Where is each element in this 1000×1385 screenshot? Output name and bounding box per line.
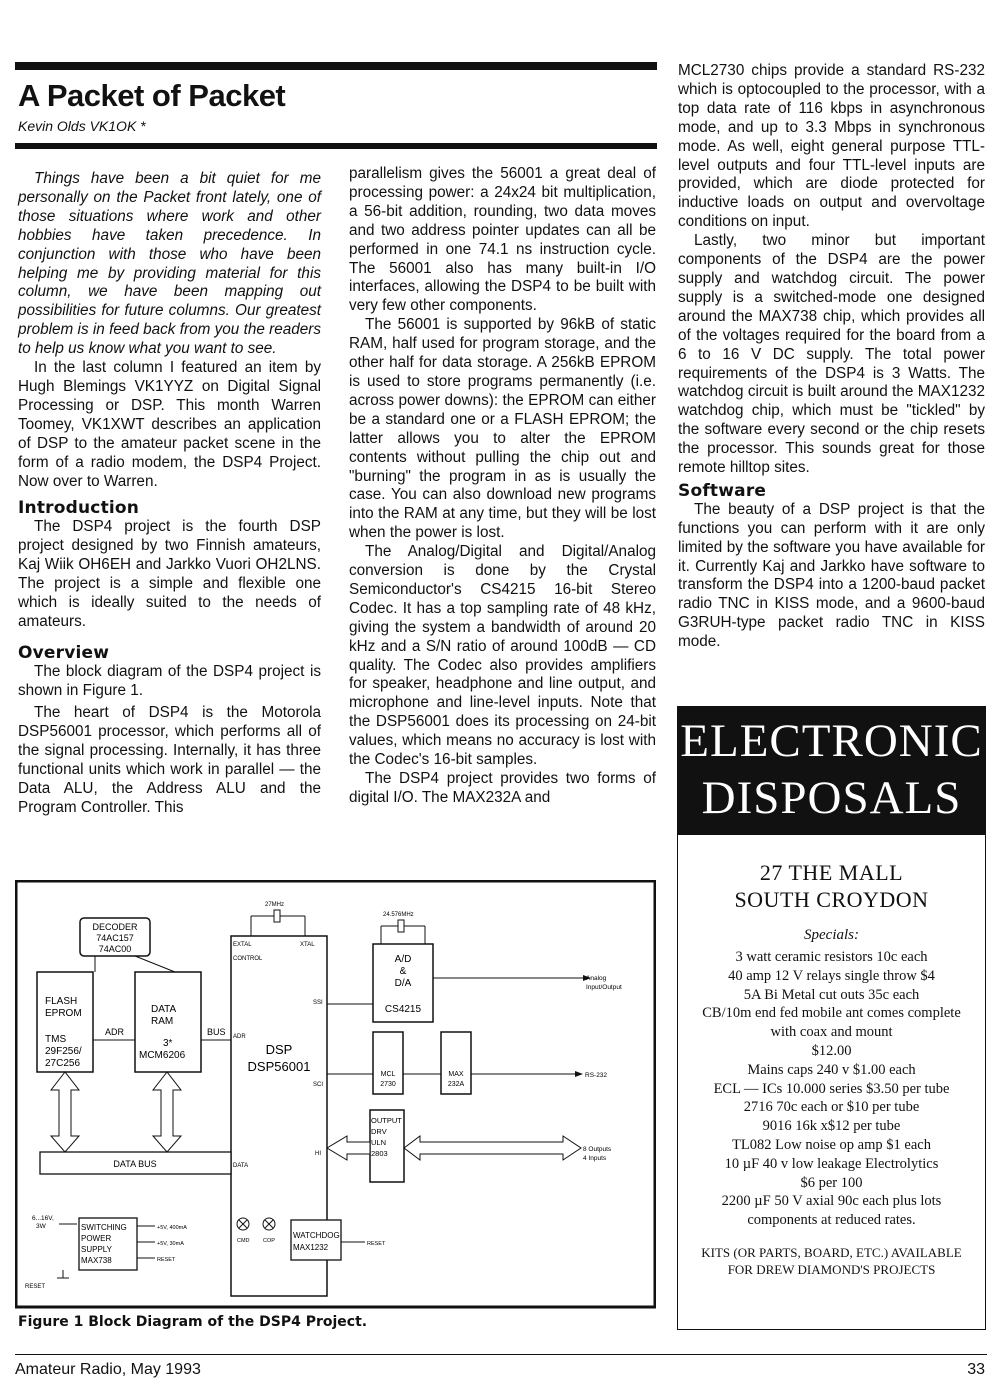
pin-label: SSI	[313, 1000, 323, 1006]
paragraph: The beauty of a DSP project is that the functions you can perform with it are only limited by the software you have available for it. Currently Kaj and Jarkko have software to transform the DSP4 into a 1200-baud packet radio TNC in KISS mode, and a 9600-baud G3RUH-type packet radio TNC in KISS mode.	[678, 500, 985, 651]
led-label: COP	[263, 1238, 275, 1244]
io-label: 8 Outputs	[583, 1146, 612, 1153]
page-number: 33	[967, 1361, 985, 1378]
ad-item: CB/10m end fed mobile ant comes complete with coax and mount	[702, 1005, 961, 1041]
article-title: A Packet of Packet	[18, 78, 286, 113]
column-1	[18, 170, 321, 818]
ad-item: TL082 Low noise op amp $1 each	[732, 1136, 931, 1153]
heading-software: Software	[678, 480, 767, 501]
supply-block-label: SWITCHING	[81, 1223, 127, 1232]
ad-kits: KITS (OR PARTS, BOARD, ETC.) AVAILABLE FOR DREW DIAMOND'S PROJECTS	[701, 1244, 962, 1277]
pin-label: ADR	[233, 1034, 246, 1040]
flash-label: EPROM	[45, 1008, 82, 1019]
ram-label: 3*	[163, 1038, 173, 1049]
watchdog-block	[291, 1220, 341, 1260]
ad-address-line: SOUTH CROYDON	[734, 887, 929, 912]
paragraph: The DSP4 project provides two forms of digital I/O. The MAX232A and	[349, 770, 656, 806]
crystal-label: 27MHz	[265, 902, 285, 908]
output-label: DRV	[371, 1127, 387, 1136]
connector	[135, 956, 175, 972]
paragraph: parallelism gives the 56001 a great deal of processing power: a 24x24 bit multiplication, a 56-bit addition, rounding, two data moves and two address pointer updates can all be performed in one 74.1 ns instruction cycle. The 56001 also has many built-in I/O interfaces, allowing the DSP4 to be built with very few other components.	[349, 165, 656, 315]
byline: Kevin Olds VK1OK *	[18, 118, 146, 134]
analog-label: Input/Output	[586, 984, 622, 991]
max232-label: 232A	[447, 1081, 465, 1088]
mcl-label: 2730	[380, 1081, 396, 1088]
block-diagram-svg	[15, 880, 656, 1310]
dsp-label: DSP56001	[247, 1059, 311, 1074]
byline-rule	[15, 143, 657, 149]
ad-item: 5A Bi Metal cut outs 35c each	[743, 986, 920, 1003]
paragraph: MCL2730 chips provide a standard RS-232 which is optocoupled to the processor, with a top data rate of 116 kbps in asynchronous mode, and up to 3.3 Mbps in synchronous mode. As well, eight general purpose TTL-level outputs and four TTL-level inputs are provided, which are diode protected for inductive loads on output and overvoltage conditions on input.	[678, 62, 985, 231]
ad-item: 3 watt ceramic resistors 10c each	[735, 949, 928, 965]
pin-label: HI	[315, 1151, 321, 1157]
ram-label: MCM6206	[139, 1050, 186, 1061]
data-bus-label: DATA BUS	[113, 1159, 157, 1169]
rs232-label: RS-232	[585, 1072, 608, 1079]
top-rule	[15, 62, 657, 70]
pin-label: XTAL	[300, 942, 315, 948]
decoder-label: 74AC157	[96, 933, 134, 943]
ad-item: 2200 µF 50 V axial 90c each plus lots components at reduced rates.	[721, 1193, 942, 1229]
heading-overview: Overview	[18, 642, 110, 663]
ad-item: 10 µF 40 v low leakage Electrolytics	[724, 1155, 939, 1172]
rail-label: +5V, 400mA	[157, 1225, 187, 1231]
intro-paragraph: Things have been a bit quiet for me personally on the Packet front lately, one of those situations where work and other hobbies have taken precedence. In conjunction with those who have been helping me by providing material for this column, we have been mapping out possibilities for future columns. Our greatest problem is in feed back from you the readers to help us know what you want to see.	[18, 170, 321, 358]
mcl-label: MCL	[380, 1071, 396, 1078]
codec-label: A/D	[394, 954, 412, 965]
watchdog-label: MAX1232	[293, 1243, 329, 1252]
codec-label: CS4215	[384, 1004, 422, 1015]
arrow	[575, 1071, 583, 1077]
supply-block-label: MAX738	[81, 1256, 112, 1265]
pin-label: DATA	[233, 1163, 249, 1169]
output-label: OUTPUT	[371, 1116, 402, 1125]
ad-banner-line: ELECTRONIC	[680, 715, 983, 767]
paragraph: In the last column I featured an item by Hugh Blemings VK1YYZ on Digital Signal Processing or DSP. This month Warren Toomey, VK1XWT describes an application of DSP to the amateur packet scene in the form of a radio modem, the DSP4 Project. Now over to Warren.	[18, 359, 321, 490]
footer-publication: Amateur Radio, May 1993	[15, 1361, 201, 1378]
reset-switch-label: RESET	[25, 1284, 46, 1290]
ad-address-line: 27 THE MALL	[759, 860, 904, 885]
output-label: ULN	[371, 1138, 387, 1147]
paragraph: The 56001 is supported by 96kB of static RAM, half used for program storage, and the other half for data storage. A 256kB EPROM is used to store programs permanently (i.e. across power downs): the EPROM can either be a standard one or a FLASH EPROM; the latter allows you to alter the EPROM contents without pulling the chip out and "burning" the program in as is usually the case. You can also download new programs into the RAM at any time, but they will be lost when the power is lost.	[349, 316, 656, 542]
flash-label: TMS	[45, 1034, 67, 1045]
ad-banner	[678, 707, 985, 835]
crystal-2	[398, 920, 404, 932]
flash-label: FLASH	[45, 996, 78, 1007]
ad-banner-line: DISPOSALS	[701, 772, 962, 824]
codec-label: &	[399, 966, 407, 977]
flash-label: 29F256/	[45, 1046, 82, 1057]
advertisement	[677, 706, 986, 1330]
column-3	[678, 62, 985, 652]
output-label: 2803	[371, 1149, 388, 1158]
block-diagram-figure	[15, 880, 656, 1310]
codec-label: D/A	[394, 978, 412, 989]
max232-label: MAX	[448, 1071, 464, 1078]
paragraph: The DSP4 project is the fourth DSP project designed by two Finnish amateurs, Kaj Wiik OH6EH and Jarkko Vuori OH2LNS. The project is a simple and flexible one which is ideally suited to the needs of amateurs.	[18, 518, 321, 630]
rail-label: RESET	[157, 1257, 176, 1263]
analog-label: Analog	[586, 975, 607, 982]
dsp-label: DSP	[265, 1042, 293, 1057]
pin-label: CONTROL	[233, 956, 263, 962]
ad-item: 40 amp 12 V relays single throw $4	[728, 967, 935, 984]
flash-block	[37, 972, 93, 1072]
ad-item: 9016 16k x$12 per tube	[762, 1118, 901, 1135]
ad-item: $6 per 100	[800, 1174, 863, 1191]
ad-specials-heading: Specials:	[804, 927, 859, 943]
io-label: 4 Inputs	[583, 1155, 607, 1162]
ram-label: DATA	[151, 1004, 177, 1015]
supply-block-label: POWER	[81, 1234, 112, 1243]
bus-arrow-flash	[51, 1072, 79, 1152]
ad-item: ECL — ICs 10.000 series $3.50 per tube	[713, 1080, 950, 1097]
paragraph: The heart of DSP4 is the Motorola DSP56001 processor, which performs all of the signal processing. Internally, it has three functional units which work in parallel — the Data ALU, the Address ALU and the Program Controller. This	[18, 704, 321, 816]
ad-item: Mains caps 240 v $1.00 each	[747, 1061, 916, 1078]
bus-arrow-ram	[153, 1072, 181, 1152]
decoder-label: DECODER	[92, 922, 138, 932]
heading-introduction: Introduction	[18, 498, 140, 519]
pin-label: EXTAL	[233, 942, 252, 948]
watchdog-reset-label: RESET	[367, 1241, 386, 1247]
ad-item: 2716 70c each or $10 per tube	[743, 1099, 920, 1116]
ad-item: $12.00	[811, 1042, 852, 1059]
footer-rule	[15, 1354, 987, 1355]
paragraph: Lastly, two minor but important components of the DSP4 are the power supply and watchdog circuit. The power supply is a switched-mode one designed around the MAX738 chip, which provides all of the voltages required for the board from a 6 to 16 V DC supply. The total power requirements of the DSP4 is 3 Watts. The watchdog circuit is built around the MAX1232 watchdog chip, which must be "tickled" by the software every second or the chip resets the processor. This sounds great for those remote hilltop sites.	[678, 232, 985, 477]
supply-label: 6...16V,	[32, 1215, 54, 1222]
crystal-1	[274, 910, 280, 922]
hi-bus-arrow	[327, 1136, 370, 1160]
figure-caption: Figure 1 Block Diagram of the DSP4 Project.	[18, 1314, 368, 1330]
ram-label: RAM	[151, 1016, 174, 1027]
ad-items	[678, 948, 985, 1230]
supply-label: 3W	[36, 1223, 46, 1230]
rail-label: +5V, 30mA	[157, 1241, 184, 1247]
crystal-label: 24.576MHz	[383, 912, 414, 918]
ad-address	[678, 859, 985, 913]
paragraph: The Analog/Digital and Digital/Analog conversion is done by the Crystal Semiconductor's CS4215 16-bit Stereo Codec. It has a top sampling rate of 48 kHz, giving the system a bandwidth of around 20 kHz and a S/N ratio of around 100dB — CD quality. The Codec also provides amplifiers for speaker, headphone and line output, and microphone and line-level inputs. Note that the DSP56001 does its processing on 24-bit values, which means no accuracy is lost with the Codec's 16-bit samples.	[349, 543, 656, 769]
flash-label: 27C256	[45, 1058, 81, 1069]
io-bus-arrow	[404, 1136, 581, 1160]
pin-label: SCI	[313, 1082, 324, 1088]
paragraph: The block diagram of the DSP4 project is shown in Figure 1.	[18, 662, 321, 699]
watchdog-label: WATCHDOG	[293, 1231, 340, 1240]
decoder-label: 74AC00	[98, 944, 132, 954]
led-label: CMD	[237, 1238, 250, 1244]
column-2	[349, 165, 656, 808]
supply-block-label: SUPPLY	[81, 1245, 112, 1254]
adr-label: ADR	[105, 1027, 125, 1037]
bus-label: BUS	[207, 1027, 226, 1037]
